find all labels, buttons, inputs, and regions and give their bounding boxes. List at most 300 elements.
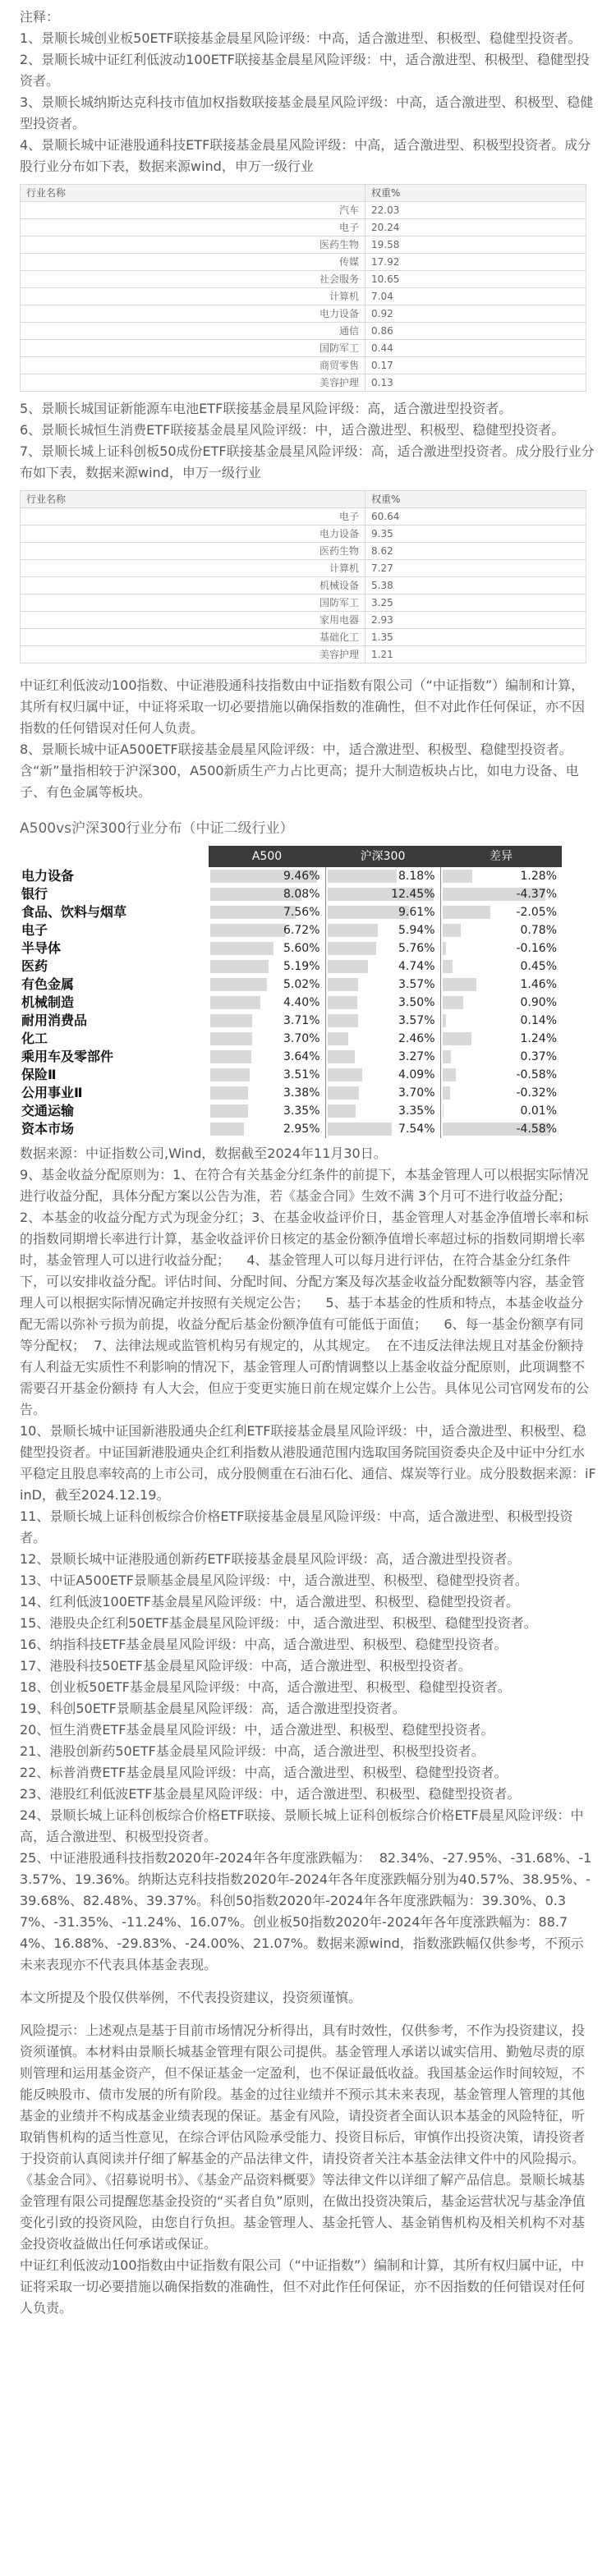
table-header <box>21 185 586 202</box>
table-row <box>21 271 586 288</box>
a500-cell <box>209 885 325 903</box>
diff-cell <box>440 885 562 903</box>
comparison-row <box>20 1084 562 1102</box>
category-label: 公用事业Ⅱ <box>21 1085 83 1100</box>
industry-name: 计算机 <box>21 560 365 577</box>
industry-weight: 3.25 <box>365 595 586 612</box>
hs300-bar <box>328 1123 392 1136</box>
table-row <box>21 340 586 357</box>
hs300-cell <box>325 957 440 976</box>
hs300-cell-inner <box>328 1103 439 1119</box>
comparison-row <box>20 994 562 1012</box>
table-row <box>21 357 586 374</box>
hs300-cell <box>325 976 440 994</box>
industry-weight: 1.21 <box>365 646 586 664</box>
hs300-bar <box>328 1050 356 1063</box>
hs300-cell-inner <box>328 1012 439 1029</box>
note-24: 24、景顺长城上证科创板综合价格ETF联接、景顺长城上证科创板综合价格ETF晨星风险评级：中高，适合激进型、积极型投资者。 <box>20 1807 584 1844</box>
header-hs300: 沪深300 <box>325 846 440 867</box>
a500-value: 5.19% <box>283 960 320 973</box>
diff-bar <box>443 906 491 919</box>
diff-value: 0.45% <box>520 960 557 973</box>
hs300-value: 5.76% <box>398 942 435 955</box>
hs300-bar <box>328 960 368 973</box>
note-13: 13、中证A500ETF景顺基金晨星风险评级：中，适合激进型、积极型、稳健型投资者。 <box>20 1573 528 1588</box>
a500-cell-inner <box>210 940 324 957</box>
hs300-cell <box>325 1048 440 1066</box>
industry-weight: 19.58 <box>365 236 586 254</box>
hs300-bar <box>328 924 379 937</box>
hs300-cell-inner <box>328 1067 439 1083</box>
table-header <box>21 491 586 508</box>
a500-value: 4.40% <box>283 996 320 1009</box>
a500-value: 3.64% <box>283 1050 320 1063</box>
diff-cell-inner <box>443 1103 561 1119</box>
a500-cell-inner <box>210 922 324 939</box>
a500-value: 3.70% <box>283 1032 320 1045</box>
diff-cell <box>440 921 562 939</box>
industry-name: 基础化工 <box>21 629 365 646</box>
note-17: 17、港股科技50ETF基金晨星风险评级：中高，适合激进型、积极型投资者。 <box>20 1658 471 1674</box>
note-1: 1、景顺长城创业板50ETF联接基金晨星风险评级：中高，适合激进型、积极型、稳健型投资者。 <box>20 30 582 46</box>
a500-cell <box>209 867 325 885</box>
industry-weight-table-2 <box>20 490 586 664</box>
industry-weight: 0.17 <box>365 357 586 374</box>
diff-cell <box>440 1066 562 1084</box>
header-a500: A500 <box>209 846 325 867</box>
table-row <box>21 560 586 577</box>
a500-value: 7.56% <box>283 906 320 919</box>
diff-value: 0.78% <box>520 924 557 937</box>
diff-value: -0.16% <box>516 942 557 955</box>
diff-value: 1.46% <box>520 978 557 991</box>
hs300-cell-inner <box>328 994 439 1011</box>
a500-value: 9.46% <box>283 870 320 883</box>
diff-cell-inner <box>443 1121 561 1137</box>
hs300-cell-inner <box>328 1085 439 1101</box>
diff-bar <box>443 1086 450 1100</box>
hs300-cell-inner <box>328 976 439 993</box>
category-label: 半导体 <box>21 940 62 956</box>
hs300-bar <box>328 1014 358 1027</box>
category-label: 保险Ⅱ <box>21 1067 57 1082</box>
industry-name: 电力设备 <box>21 526 365 543</box>
index-statement: 中证红利低波动100指数、中证港股通科技指数由中证指数有限公司（“中证指数”）编制和计算，其所有权归属中证，中证将采取一切必要措施以确保指数的准确性，但不对此作任何保证，亦不因指数的任何错误对任何人负责。 <box>20 677 586 736</box>
note-20: 20、恒生消费ETF基金晨星风险评级：中，适合激进型、积极型、稳健型投资者。 <box>20 1722 494 1738</box>
industry-weight: 0.44 <box>365 340 586 357</box>
diff-value: -4.58% <box>516 1123 557 1136</box>
table-row <box>21 595 586 612</box>
a500-cell <box>209 903 325 921</box>
a500-cell <box>209 1030 325 1048</box>
hs300-cell <box>325 994 440 1012</box>
table-row <box>21 577 586 595</box>
diff-value: 0.14% <box>520 1014 557 1027</box>
a500-cell-inner <box>210 1085 324 1101</box>
category-label: 医药 <box>21 958 48 974</box>
note-11: 11、景顺长城上证科创板综合价格ETF联接基金晨星风险评级：中高，适合激进型、积极型投资者。 <box>20 1508 573 1545</box>
hs300-cell-inner <box>328 904 439 921</box>
hs300-value: 8.18% <box>398 870 435 883</box>
note-16: 16、纳指科技ETF基金晨星风险评级：中高，适合激进型、积极型、稳健型投资者。 <box>20 1637 508 1652</box>
table-row <box>21 508 586 526</box>
hs300-bar <box>328 1086 359 1100</box>
risk-notice: 风险提示：上述观点是基于目前市场情况分析得出，具有时效性，仅供参考，不作为投资建议，投资须谨慎。本材料由景顺长城基金管理有限公司提供。基金管理人承诺以诚实信用、勤勉尽责的原则管理和运用基金资产，但不保证基金一定盈利，也不保证最低收益。我国基金运作时间较短，不能反映股市、债市发展的所有阶段。基金的过往业绩并不预示其未来表现，基金管理人管理的其他基金的业绩并不构成基金业绩表现的保证。基金有风险，请投资者全面认识本基金的风险特征，听取销售机构的适当性意见，在综合评估风险承受能力、投资目标后，审慎作出投资决策，请投资者于投资前认真阅读并仔细了解基金的产品法律文件，请投资者关注本基金法律文件中的风险揭示。 <box>20 2023 586 2166</box>
note-25: 25、中证港股通科技指数2020年-2024年各年度涨跌幅为： 82.34%、-27.95%、-31.68%、-13.57%、19.36%。纳斯达克科技指数2020年-2024年各年度涨跌幅分别为40.57%、38.95%、-39.68%、82.48%、39.37%。科创50指数2020年-2024年各年度涨跌幅为：39.30%、0.37%、-31.35%、-11.24%、16.07%。创业板50指数2020年-2024年各年度涨跌幅为：88.74%、16.88%、-29.83%、-24.00%、21.07%。数据来源wind，指数涨跌幅仅供参考，不预示未来表现亦不代表具体基金表现。 <box>20 1850 592 1972</box>
hs300-value: 2.46% <box>398 1032 435 1045</box>
a500-cell-inner <box>210 886 324 902</box>
a500-bar <box>210 942 274 955</box>
a500-value: 5.02% <box>283 978 320 991</box>
industry-weight: 0.92 <box>365 305 586 323</box>
hs300-cell-inner <box>328 886 439 902</box>
industry-weight: 5.38 <box>365 577 586 595</box>
hs300-bar <box>328 1068 362 1081</box>
a500-value: 5.60% <box>283 942 320 955</box>
hs300-value: 9.61% <box>398 906 435 919</box>
a500-value: 2.95% <box>283 1123 320 1136</box>
note-21: 21、港股创新药50ETF基金晨星风险评级：中高，适合激进型、积极型投资者。 <box>20 1743 485 1759</box>
hs300-cell <box>325 1066 440 1084</box>
table-row <box>21 288 586 305</box>
a500-cell-inner <box>210 868 324 884</box>
comparison-row <box>20 1048 562 1066</box>
hs300-bar <box>328 1104 356 1118</box>
diff-value: 1.28% <box>520 870 557 883</box>
diff-value: -2.05% <box>516 906 557 919</box>
a500-cell-inner <box>210 958 324 975</box>
a500-bar <box>210 1050 251 1063</box>
hs300-cell <box>325 903 440 921</box>
diff-cell-inner <box>443 868 561 884</box>
diff-value: 0.01% <box>520 1104 557 1118</box>
industry-weight: 10.65 <box>365 271 586 288</box>
a500-cell-inner <box>210 1031 324 1047</box>
note-22: 22、标普消费ETF基金晨星风险评级：中高，适合激进型、积极型、稳健型投资者。 <box>20 1765 508 1780</box>
a500-bar <box>210 978 267 991</box>
a500-cell <box>209 1048 325 1066</box>
category-label: 银行 <box>21 886 48 902</box>
a500-cell-inner <box>210 1121 324 1137</box>
note-8: 8、景顺长城中证A500ETF联接基金晨星风险评级：中，适合激进型、积极型、稳健型投资者。含“新”量指相较于沪深300，A500新质生产力占比更高；提升大制造板块占比，如电力设备、电子、有色金属等板块。 <box>20 742 579 800</box>
industry-weight: 22.03 <box>365 202 586 219</box>
note-7: 7、景顺长城上证科创板50成份ETF联接基金晨星风险评级：高，适合激进型投资者。成分股行业分布如下表，数据来源wind，申万一级行业 <box>20 443 595 480</box>
a500-value: 6.72% <box>283 924 320 937</box>
a500-cell <box>209 1012 325 1030</box>
category-label: 电子 <box>21 922 48 938</box>
diff-cell-inner <box>443 976 561 993</box>
a500-cell-inner <box>210 1103 324 1119</box>
note-15: 15、港股央企红利50ETF基金晨星风险评级：中，适合激进型、积极型、稳健型投资者。 <box>20 1615 537 1631</box>
a500-cell-inner <box>210 904 324 921</box>
industry-name: 传媒 <box>21 254 365 271</box>
hs300-value: 4.09% <box>398 1068 435 1081</box>
header-weight: 权重% <box>365 491 586 508</box>
a500-cell <box>209 1102 325 1120</box>
header-industry: 行业名称 <box>21 491 365 508</box>
comparison-row <box>20 957 562 976</box>
diff-cell <box>440 1048 562 1066</box>
hs300-cell <box>325 1102 440 1120</box>
table-row <box>21 219 586 236</box>
hs300-cell <box>325 1084 440 1102</box>
hs300-bar <box>328 942 377 955</box>
hs300-cell-inner <box>328 868 439 884</box>
category-label: 食品、饮料与烟草 <box>21 904 127 920</box>
table-row <box>21 236 586 254</box>
table-row <box>21 374 586 392</box>
diff-cell <box>440 1030 562 1048</box>
industry-weight: 17.92 <box>365 254 586 271</box>
hs300-cell-inner <box>328 1031 439 1047</box>
table-row <box>21 202 586 219</box>
diff-value: 0.90% <box>520 996 557 1009</box>
hs300-bar <box>328 996 357 1009</box>
a500-cell <box>209 957 325 976</box>
diff-cell-inner <box>443 940 561 957</box>
diff-cell <box>440 1012 562 1030</box>
table-row <box>21 254 586 271</box>
a500-cell <box>209 976 325 994</box>
comparison-row <box>20 1120 562 1138</box>
diff-cell-inner <box>443 1049 561 1065</box>
hs300-bar <box>328 870 398 883</box>
a500-bar <box>210 1123 244 1136</box>
diff-cell-inner <box>443 1031 561 1047</box>
hs300-value: 3.35% <box>398 1104 435 1118</box>
table-row <box>21 323 586 340</box>
a500-cell-inner <box>210 976 324 993</box>
comparison-row <box>20 903 562 921</box>
category-label: 电力设备 <box>21 868 75 884</box>
hs300-cell-inner <box>328 1049 439 1065</box>
a500-cell <box>209 994 325 1012</box>
stock-disclaimer: 本文所提及个股仅供举例，不代表投资建议，投资须谨慎。 <box>20 1990 362 2005</box>
comparison-row <box>20 885 562 903</box>
note-5: 5、景顺长城国证新能源车电池ETF联接基金晨星风险评级：高，适合激进型投资者。 <box>20 401 513 416</box>
comparison-body <box>20 867 562 1138</box>
category-label: 有色金属 <box>21 976 75 992</box>
header-diff: 差异 <box>440 846 562 867</box>
diff-bar <box>443 924 461 937</box>
hs300-cell-inner <box>328 1121 439 1137</box>
hs300-bar <box>328 906 410 919</box>
industry-name: 国防军工 <box>21 595 365 612</box>
hs300-cell-inner <box>328 922 439 939</box>
a500-cell-inner <box>210 994 324 1011</box>
hs300-value: 7.54% <box>398 1123 435 1136</box>
category-label: 交通运输 <box>21 1103 75 1118</box>
table-row <box>21 612 586 629</box>
diff-bar <box>443 1068 457 1081</box>
header-industry: 行业名称 <box>21 185 365 202</box>
diff-cell-inner <box>443 1012 561 1029</box>
note-3: 3、景顺长城纳斯达克科技市值加权指数联接基金晨星风险评级：中高，适合激进型、积极型、稳健型投资者。 <box>20 94 594 131</box>
comparison-row <box>20 976 562 994</box>
diff-bar <box>443 1032 472 1045</box>
industry-name: 美容护理 <box>21 374 365 392</box>
diff-cell <box>440 976 562 994</box>
comparison-row <box>20 921 562 939</box>
a500-cell-inner <box>210 1067 324 1083</box>
hs300-value: 3.50% <box>398 996 435 1009</box>
diff-cell <box>440 957 562 976</box>
chart-title: A500vs沪深300行业分布（中证二级行业） <box>20 820 294 837</box>
diff-value: 1.24% <box>520 1032 557 1045</box>
hs300-bar <box>328 1032 349 1045</box>
category-label: 资本市场 <box>21 1121 75 1136</box>
header-weight: 权重% <box>365 185 586 202</box>
industry-name: 通信 <box>21 323 365 340</box>
industry-name: 机械设备 <box>21 577 365 595</box>
industry-weight: 7.27 <box>365 560 586 577</box>
diff-cell-inner <box>443 1085 561 1101</box>
diff-cell-inner <box>443 886 561 902</box>
table-row <box>21 543 586 560</box>
data-source: 数据来源：中证指数公司,Wind，数据截至2024年11月30日。 <box>20 1146 387 1161</box>
a500-value: 3.38% <box>283 1086 320 1100</box>
a500-value: 3.51% <box>283 1068 320 1081</box>
industry-name: 计算机 <box>21 288 365 305</box>
a500-cell <box>209 1120 325 1138</box>
diff-cell-inner <box>443 994 561 1011</box>
diff-cell <box>440 1102 562 1120</box>
comparison-header <box>20 846 562 867</box>
a500-bar <box>210 1032 252 1045</box>
hs300-value: 3.27% <box>398 1050 435 1063</box>
hs300-value: 5.94% <box>398 924 435 937</box>
a500-value: 8.08% <box>283 888 320 901</box>
hs300-cell <box>325 1120 440 1138</box>
diff-cell-inner <box>443 958 561 975</box>
hs300-value: 3.57% <box>398 978 435 991</box>
diff-bar <box>443 978 477 991</box>
table-row <box>21 305 586 323</box>
hs300-cell <box>325 921 440 939</box>
note-18: 18、创业板50ETF基金晨星风险评级：中高，适合激进型、积极型、稳健型投资者。 <box>20 1679 511 1695</box>
hs300-cell-inner <box>328 958 439 975</box>
hs300-value: 12.45% <box>391 888 435 901</box>
diff-cell-inner <box>443 904 561 921</box>
industry-weight: 7.04 <box>365 288 586 305</box>
diff-value: -0.32% <box>516 1086 557 1100</box>
a500-bar <box>210 1014 252 1027</box>
industry-weight: 20.24 <box>365 219 586 236</box>
diff-cell-inner <box>443 1067 561 1083</box>
diff-cell-inner <box>443 922 561 939</box>
comparison-row <box>20 1030 562 1048</box>
note-19: 19、科创50ETF景顺基金晨星风险评级：高，适合激进型投资者。 <box>20 1701 406 1716</box>
a500-cell <box>209 1084 325 1102</box>
a500-value: 3.71% <box>283 1014 320 1027</box>
comparison-row <box>20 939 562 957</box>
diff-cell <box>440 903 562 921</box>
industry-name: 医药生物 <box>21 236 365 254</box>
industry-weight: 0.13 <box>365 374 586 392</box>
industry-weight: 1.35 <box>365 629 586 646</box>
a500-bar <box>210 996 260 1009</box>
notes-title: 注释： <box>20 9 60 25</box>
a500-bar <box>210 960 269 973</box>
category-label: 耐用消费品 <box>21 1012 88 1028</box>
industry-weight: 8.62 <box>365 543 586 560</box>
category-label: 乘用车及零部件 <box>21 1049 114 1064</box>
industry-name: 美容护理 <box>21 646 365 664</box>
note-4: 4、景顺长城中证港股通科技ETF联接基金晨星风险评级：中高，适合激进型、积极型投资者。成分股行业分布如下表，数据来源wind，申万一级行业 <box>20 137 591 174</box>
table-row <box>21 646 586 664</box>
hs300-value: 4.74% <box>398 960 435 973</box>
a500-cell <box>209 921 325 939</box>
industry-name: 汽车 <box>21 202 365 219</box>
risk-notice-continued: 《基金合同》、《招募说明书》、《基金产品资料概要》等法律文件以详细了解产品信息。景顺长城基金管理有限公司提醒您基金投资的“买者自负”原则，在做出投资决策后，基金运营状况与基金净值变化引致的投资风险，由您自行负担。基金管理人、基金托管人、基金销售机构及相关机构不对基金投资收益做出任何承诺或保证。 <box>20 2172 586 2252</box>
note-14: 14、红利低波100ETF基金晨星风险评级：中，适合激进型、积极型、稳健型投资者。 <box>20 1594 519 1609</box>
industry-name: 电力设备 <box>21 305 365 323</box>
industry-weight: 0.86 <box>365 323 586 340</box>
a500-cell-inner <box>210 1049 324 1065</box>
hs300-cell-inner <box>328 940 439 957</box>
header-blank <box>20 846 209 867</box>
hs300-cell <box>325 885 440 903</box>
comparison-row <box>20 867 562 885</box>
hs300-cell <box>325 867 440 885</box>
diff-value: -4.37% <box>516 888 557 901</box>
a500-bar <box>210 1104 248 1118</box>
industry-name: 国防军工 <box>21 340 365 357</box>
comparison-row <box>20 1102 562 1120</box>
hs300-cell <box>325 1012 440 1030</box>
a500-cell <box>209 1066 325 1084</box>
industry-name: 电子 <box>21 508 365 526</box>
industry-weight-table-1 <box>20 184 586 392</box>
comparison-row <box>20 1066 562 1084</box>
table-row <box>21 629 586 646</box>
note-9: 9、基金收益分配原则为：1、在符合有关基金分红条件的前提下，本基金管理人可以根据实际情况进行收益分配，具体分配方案以公告为准，若《基金合同》生效不满 3个月可不进行收益分配； 2、本基金的收益分配方式为现金分红；3、在基金收益评价日，基金管理人对基金净值增长率和标的指数同期增长率进行计算，基金收益评价日核定的基金份额净值增长率超过标的指数同期增长率时，基金管理人可以进行收益分配； 4、基金管理人可以每月进行评估，在符合基金分红条件下，可以安排收益分配。评估时间、分配时间、分配方案及每次基金收益分配数额等内容，基金管理人可以根据实际情况确定并按照有关规定公告； 5、基于本基金的性质和特点，本基金收益分配无需以弥补亏损为前提，收益分配后基金份额净值有可能低于面值； 6、每一基金份额享有同等分配权； 7、法律法规或监管机构另有规定的，从其规定。 在不违反法律法规且对基金份额持有人利益无实质性不利影响的情况下，基金管理人可酌情调整以上基金收益分配原则，此项调整不需要召开基金份额持 有人大会，但应于变更实施日前在规定媒介上公告。具体见公司官网发布的公告。 <box>20 1167 590 1417</box>
industry-name: 家用电器 <box>21 612 365 629</box>
hs300-value: 3.70% <box>398 1086 435 1100</box>
hs300-value: 3.57% <box>398 1014 435 1027</box>
diff-cell <box>440 1084 562 1102</box>
diff-cell <box>440 994 562 1012</box>
diff-cell <box>440 1120 562 1138</box>
industry-name: 医药生物 <box>21 543 365 560</box>
note-6: 6、景顺长城恒生消费ETF联接基金晨星风险评级：中，适合激进型、积极型、稳健型投资者。 <box>20 422 565 438</box>
a500-cell-inner <box>210 1012 324 1029</box>
hs300-cell <box>325 1030 440 1048</box>
hs300-bar <box>328 978 358 991</box>
hs300-cell <box>325 939 440 957</box>
diff-bar <box>443 942 447 955</box>
industry-weight: 60.64 <box>365 508 586 526</box>
industry-name: 商贸零售 <box>21 357 365 374</box>
note-12: 12、景顺长城中证港股通创新药ETF联接基金晨星风险评级：高，适合激进型投资者。 <box>20 1551 521 1567</box>
diff-bar <box>443 960 453 973</box>
diff-bar <box>443 1050 452 1063</box>
a500-cell <box>209 939 325 957</box>
category-label: 化工 <box>21 1031 48 1046</box>
industry-weight: 9.35 <box>365 526 586 543</box>
diff-cell <box>440 939 562 957</box>
industry-name: 电子 <box>21 219 365 236</box>
category-label: 机械制造 <box>21 994 75 1010</box>
industry-weight: 2.93 <box>365 612 586 629</box>
a500-bar <box>210 1068 250 1081</box>
a500-vs-hs300-table <box>20 846 562 1138</box>
diff-bar <box>443 1014 446 1027</box>
a500-bar <box>210 1086 248 1100</box>
comparison-row <box>20 1012 562 1030</box>
table-row <box>21 526 586 543</box>
diff-bar <box>443 996 464 1009</box>
